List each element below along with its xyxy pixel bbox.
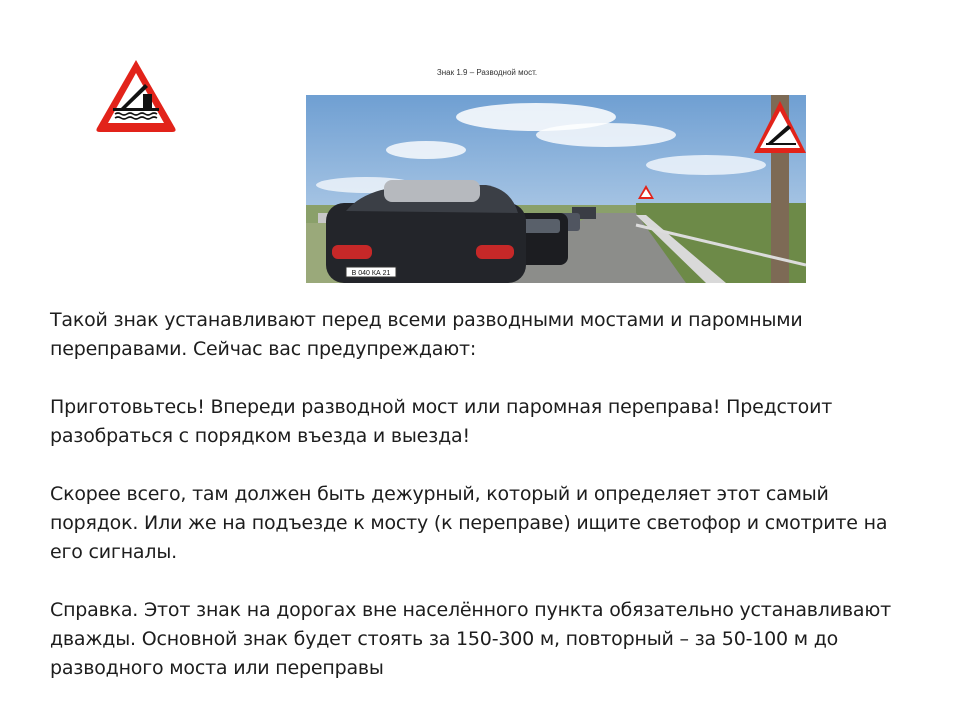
- figure-caption: Знак 1.9 – Разводной мост.: [436, 68, 538, 77]
- paragraph: Справка. Этот знак на дорогах вне населённого пункта обязательно устанавливают дважды. Основной знак будет стоять за 150-300 м, повторный – за 50-100 м до разводного моста или переправы: [50, 599, 891, 679]
- road-photo: [306, 95, 806, 283]
- paragraph: Такой знак устанавливают перед всеми разводными мостами и паромными переправами. Сейчас вас предупреждают:: [50, 309, 803, 360]
- article-body: [50, 306, 920, 712]
- paragraph: Скорее всего, там должен быть дежурный, который и определяет этот самый порядок. Или же на подъезде к мосту (к переправе) ищите светофор и смотрите на его сигналы.: [50, 483, 888, 563]
- drawbridge-warning-sign-icon: [93, 56, 179, 134]
- paragraph: Приготовьтесь! Впереди разводной мост или паромная переправа! Предстоит разобраться с порядком въезда и выезда!: [50, 396, 833, 447]
- license-plate: В 040 КА 21: [351, 270, 391, 277]
